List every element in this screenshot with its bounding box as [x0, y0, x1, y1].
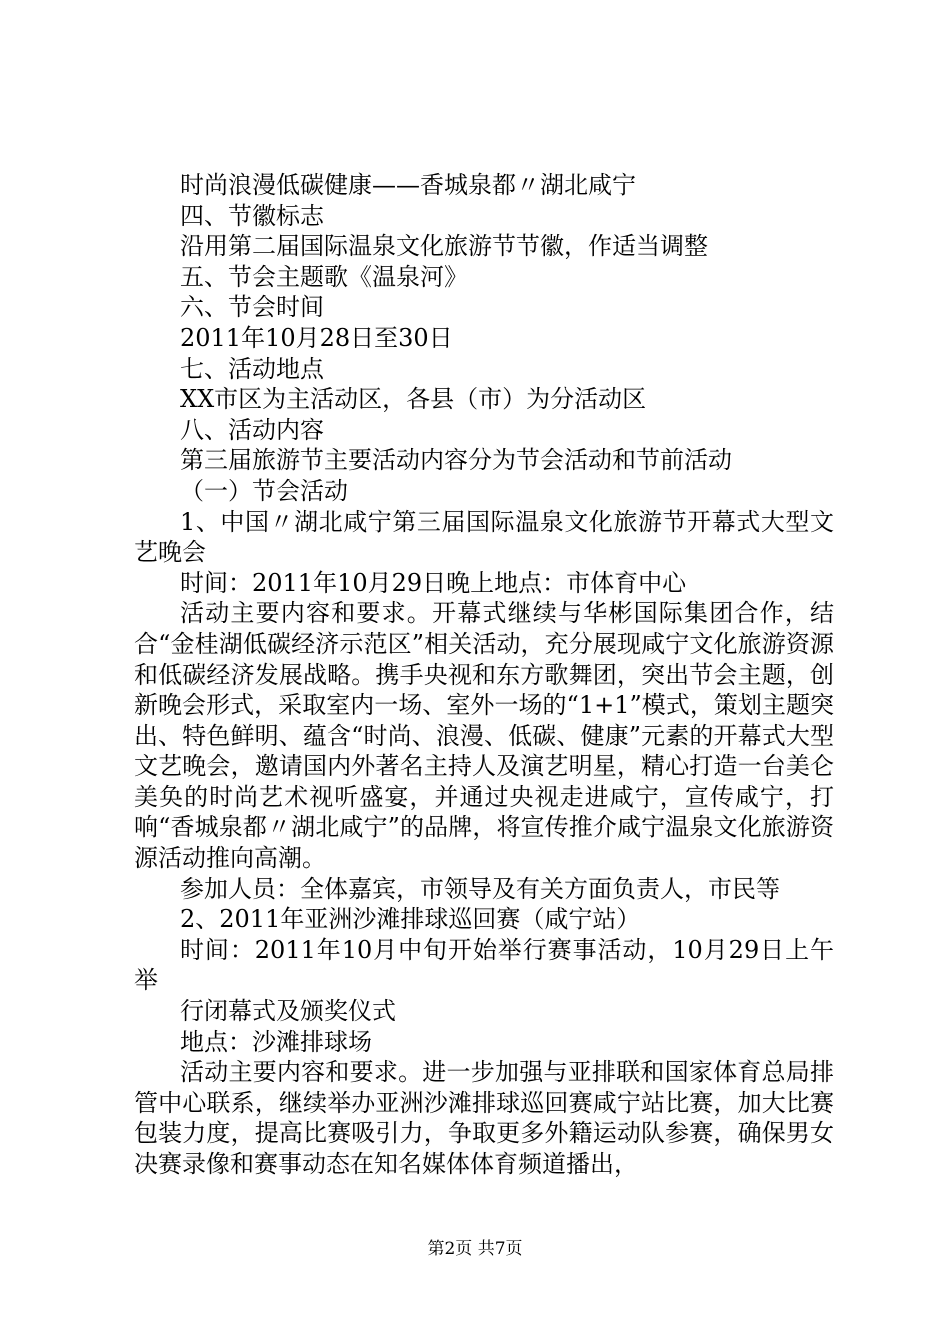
- item2-ceremony: 行闭幕式及颁奖仪式: [180, 997, 396, 1026]
- item2-body: 活动主要内容和要求。进一步加强与亚排联和国家体育总局排管中心联系，继续举办亚洲沙滩排球巡回赛咸宁站比赛，加大比赛包装力度，提高比赛吸引力，争取更多外籍运动队参赛，确保男女决赛录像和赛事动态在知名媒体体育频道播出，: [134, 1058, 834, 1178]
- subsection-heading: （一）节会活动: [180, 476, 348, 505]
- item2-place: 地点：沙滩排球场: [180, 1027, 372, 1056]
- section-heading-time: 六、节会时间: [180, 293, 324, 322]
- emblem-text: 沿用第二届国际温泉文化旅游节节徽，作适当调整: [180, 232, 708, 261]
- item1-title: 1、中国〃湖北咸宁第三届国际温泉文化旅游节开幕式大型文艺晚会: [134, 507, 834, 567]
- page-footer: 第2页 共7页: [427, 1239, 523, 1259]
- section-heading-theme-song: 五、节会主题歌《温泉河》: [180, 262, 468, 291]
- item1-time: 时间：2011年10月29日晚上地点：市体育中心: [180, 568, 687, 597]
- item1-body: 活动主要内容和要求。开幕式继续与华彬国际集团合作，结合“金桂湖低碳经济示范区”相关活动，充分展现咸宁文化旅游资源和低碳经济发展战略。携手央视和东方歌舞团，突出节会主题，创新晚会形式，采取室内一场、室外一场的“1+1”模式，策划主题突出、特色鲜明、蕴含“时尚、浪漫、低碳、健康”元素的开幕式大型文艺晚会，邀请国内外著名主持人及演艺明星，精心打造一台美仑美奂的时尚艺术视听盛宴，并通过央视走进咸宁，宣传咸宁，打响“香城泉都〃湖北咸宁”的品牌，将宣传推介咸宁温泉文化旅游资源活动推向高潮。: [134, 599, 834, 873]
- section-heading-location: 七、活动地点: [180, 354, 324, 383]
- item2-title: 2、2011年亚洲沙滩排球巡回赛（咸宁站）: [180, 905, 641, 934]
- section-heading-emblem: 四、节徽标志: [180, 201, 324, 230]
- item1-participants: 参加人员：全体嘉宾，市领导及有关方面负责人，市民等: [180, 874, 780, 903]
- location-text: XX市区为主活动区，各县（市）为分活动区: [180, 385, 647, 414]
- document-body: [134, 170, 834, 1180]
- theme-slogan: 时尚浪漫低碳健康——香城泉都〃湖北咸宁: [180, 171, 636, 199]
- festival-dates: 2011年10月28日至30日: [180, 323, 453, 352]
- content-summary: 第三届旅游节主要活动内容分为节会活动和节前活动: [180, 446, 732, 475]
- item2-time: 时间：2011年10月中旬开始举行赛事活动，10月29日上午举: [134, 935, 834, 995]
- section-heading-content: 八、活动内容: [180, 415, 324, 444]
